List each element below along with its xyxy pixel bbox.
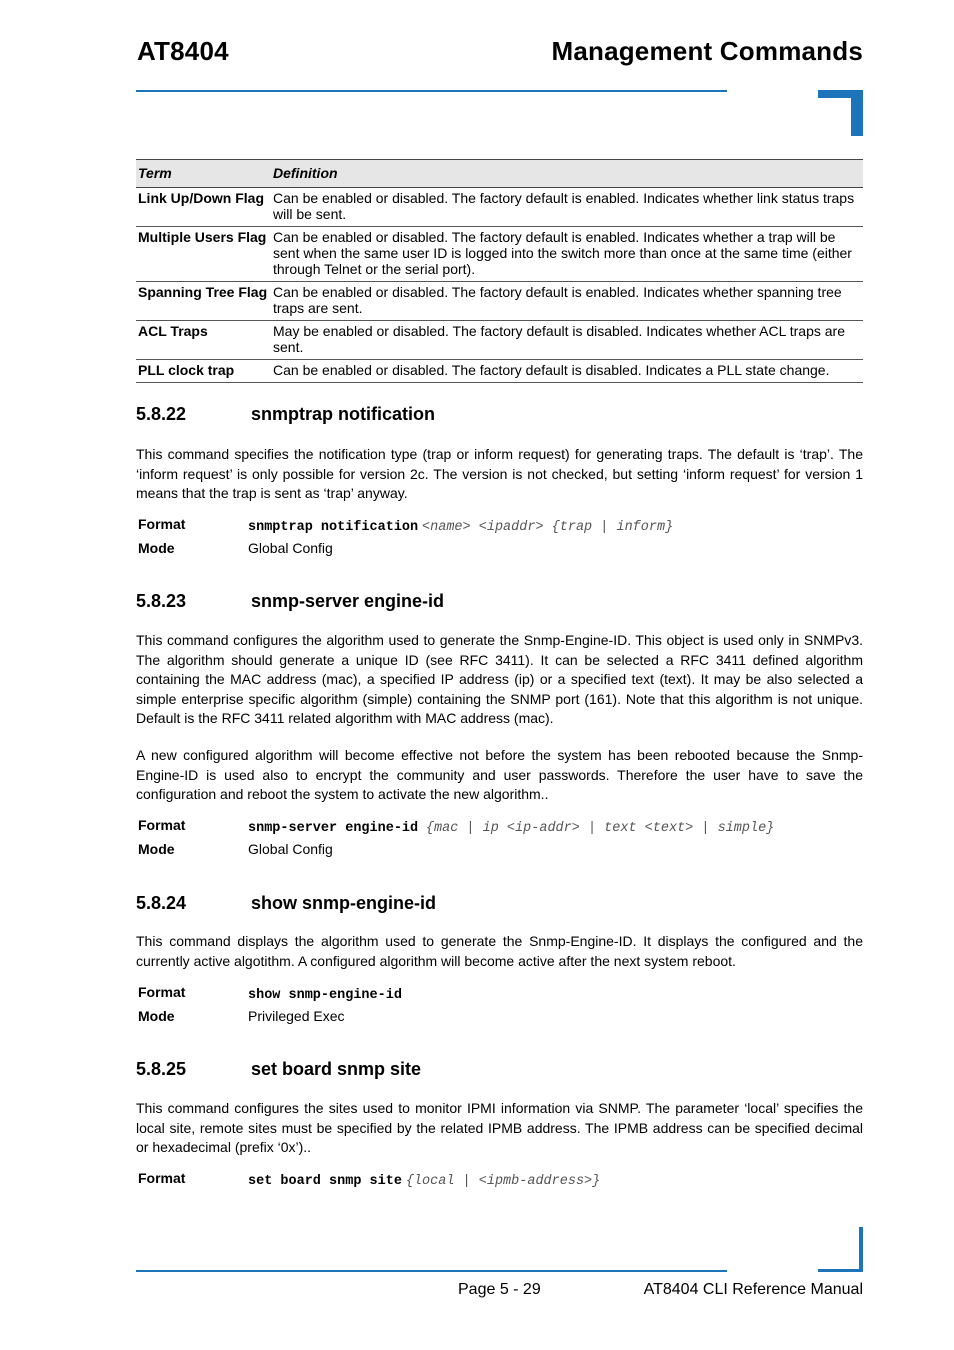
footer-corner-mark-base xyxy=(818,1269,863,1272)
mode-value: Global Config xyxy=(248,841,333,857)
section-heading-5-8-22 xyxy=(136,404,435,425)
command-arguments: {local | <ipmb-address>} xyxy=(405,1174,601,1189)
mode-label: Mode xyxy=(138,841,175,857)
term-cell: ACL Traps xyxy=(136,321,271,360)
table-row xyxy=(136,360,863,383)
definition-cell: Can be enabled or disabled. The factory default is disabled. Indicates a PLL state change. xyxy=(271,360,863,383)
section-heading-5-8-25 xyxy=(136,1059,421,1080)
column-header-definition: Definition xyxy=(271,160,863,188)
command-arguments: <name> <ipaddr> {trap | inform} xyxy=(422,520,674,535)
footer-corner-mark xyxy=(859,1227,863,1271)
header-chapter: Management Commands xyxy=(551,36,863,66)
mode-value: Privileged Exec xyxy=(248,1008,345,1024)
header-rule xyxy=(136,90,727,92)
mode-label: Mode xyxy=(138,540,175,556)
column-header-term: Term xyxy=(136,160,271,188)
term-cell: Spanning Tree Flag xyxy=(136,282,271,321)
table-row xyxy=(136,282,863,321)
command-keyword: show snmp-engine-id xyxy=(248,988,402,1003)
command-keyword: snmp-server engine-id xyxy=(248,821,419,836)
section-number: 5.8.24 xyxy=(136,893,187,913)
section-title: set board snmp site xyxy=(251,1059,422,1079)
term-cell: PLL clock trap xyxy=(136,360,271,383)
table-header-row xyxy=(136,160,863,188)
term-definition-table xyxy=(136,159,863,383)
format-syntax xyxy=(248,1171,600,1189)
table-row xyxy=(136,188,863,227)
term-cell: Link Up/Down Flag xyxy=(136,188,271,227)
section-heading-5-8-24 xyxy=(136,893,436,914)
manual-title: AT8404 CLI Reference Manual xyxy=(643,1281,863,1298)
command-arguments: {mac | ip <ip-addr> | text <text> | simple} xyxy=(425,821,775,836)
section-number: 5.8.25 xyxy=(136,1059,187,1079)
page-number: Page 5 - 29 xyxy=(458,1281,541,1298)
mode-value: Global Config xyxy=(248,540,333,556)
table-row xyxy=(136,227,863,282)
section-number: 5.8.22 xyxy=(136,404,187,424)
command-keyword: snmptrap notification xyxy=(248,520,419,535)
format-syntax xyxy=(248,818,774,836)
table-row xyxy=(136,321,863,360)
section-heading-5-8-23 xyxy=(136,591,444,612)
section-title: snmp-server engine-id xyxy=(251,591,445,611)
format-label: Format xyxy=(138,1170,186,1186)
header-corner-mark-vertical xyxy=(851,90,863,136)
format-label: Format xyxy=(138,817,186,833)
header-product: AT8404 xyxy=(137,36,229,66)
format-label: Format xyxy=(138,516,186,532)
definition-cell: Can be enabled or disabled. The factory default is enabled. Indicates whether link status traps will be sent. xyxy=(271,188,863,227)
definition-cell: Can be enabled or disabled. The factory default is enabled. Indicates whether spanning tree traps are sent. xyxy=(271,282,863,321)
mode-label: Mode xyxy=(138,1008,175,1024)
section-number: 5.8.23 xyxy=(136,591,187,611)
definition-cell: May be enabled or disabled. The factory default is disabled. Indicates whether ACL traps are sent. xyxy=(271,321,863,360)
format-syntax xyxy=(248,985,402,1003)
section-paragraph: A new configured algorithm will become effective not before the system has been rebooted because the Snmp-Engine-ID is used also to encrypt the community and user passwords. Therefore the user have to save the configuration and reboot the system to activate the new algorithm.. xyxy=(136,747,863,802)
section-title: snmptrap notification xyxy=(251,404,435,424)
section-paragraph: This command configures the sites used to monitor IPMI information via SNMP. The parameter ‘local’ specifies the local site, remote sites must be specified by the related IPMB address. The IPMB address can be specified decimal or hexadecimal (prefix ‘0x’).. xyxy=(136,1100,863,1155)
section-title: show snmp-engine-id xyxy=(251,893,437,913)
section-paragraph: This command displays the algorithm used to generate the Snmp-Engine-ID. It displays the configured and the currently active algotithm. A configured algorithm will become active after the next system reboot. xyxy=(136,933,863,969)
format-label: Format xyxy=(138,984,186,1000)
section-paragraph: This command configures the algorithm used to generate the Snmp-Engine-ID. This object is used only in SNMPv3. The algorithm should generate a unique ID (see RFC 3411). It can be selected a RFC 3411 defined algorithm containing the MAC address (mac), a specified IP address (ip) or a specified text (text). It may be also selected a simple enterprise specific algorithm (simple) containing the SNMP port (161). Note that this algorithm is not unique. Default is the RFC 3411 related algorithm with MAC address (mac). xyxy=(136,632,863,726)
command-keyword: set board snmp site xyxy=(248,1174,402,1189)
section-paragraph: This command specifies the notification type (trap or inform request) for generating traps. The default is ‘trap’. The ‘inform request’ is only possible for version 2c. The version is not checked, but setting ‘inform request’ for version 1 means that the trap is sent as ‘trap’ anyway. xyxy=(136,446,863,501)
definition-cell: Can be enabled or disabled. The factory default is enabled. Indicates whether a trap will be sent when the same user ID is logged into the switch more than once at the same time (either through Telnet or the serial port). xyxy=(271,227,863,282)
format-syntax xyxy=(248,517,673,535)
footer-rule xyxy=(136,1270,727,1272)
term-cell: Multiple Users Flag xyxy=(136,227,271,282)
